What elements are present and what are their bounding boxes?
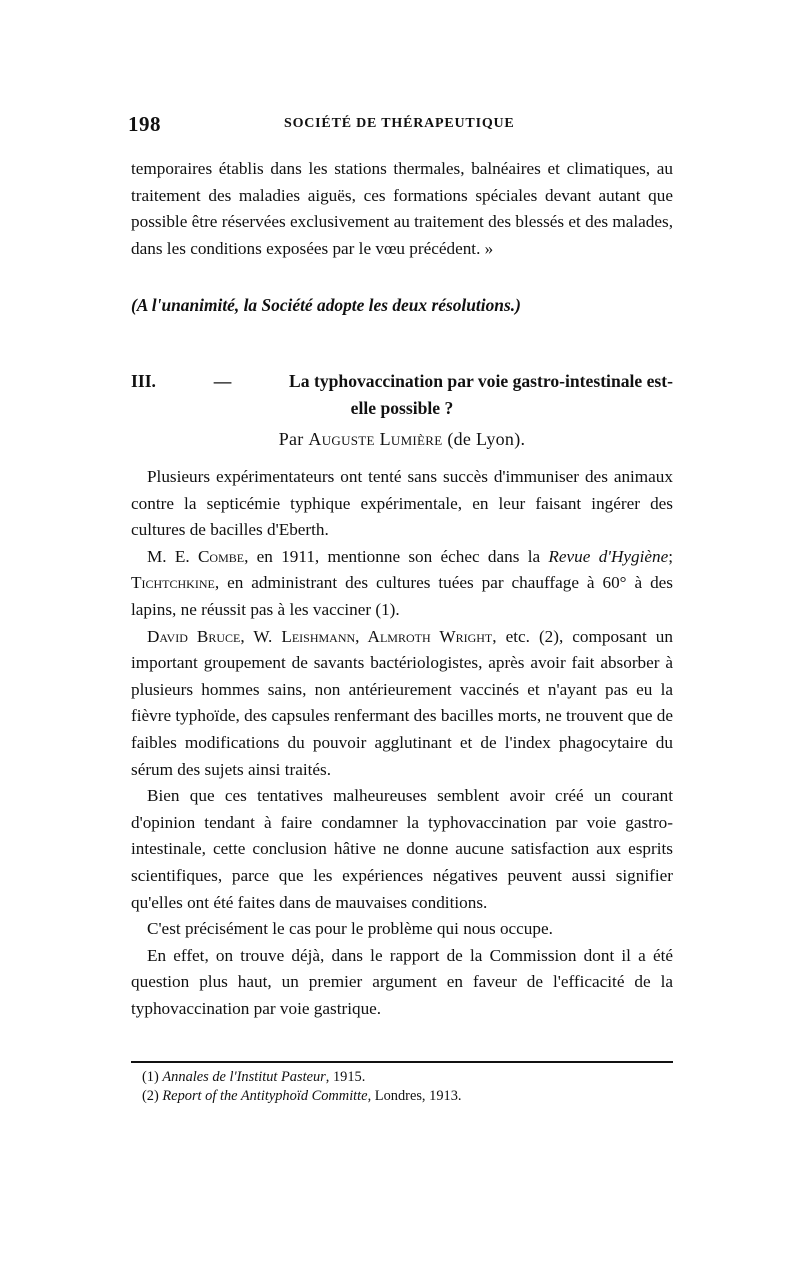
footnote-1-rest: , 1915. [325,1069,366,1085]
paragraph-6: En effet, on trouve déjà, dans le rapport de la Commission dont il a été question plus haut, un premier argument en faveur de l'efficacité de la typhovaccination par voie gastrique. [131,945,673,1018]
footnote-1 [142,1068,662,1087]
author-combe: M. E. Combe [147,546,245,566]
section-title-line2: elle possible ? [350,398,454,418]
byline [131,429,673,450]
footnote-2-rest: , Londres, 1913. [367,1088,462,1104]
footnote-1-title: Annales de l'Institut Pasteur [162,1069,326,1085]
intro-paragraph: temporaires établis dans les stations thermales, balnéaires et climatiques, au traitement des maladies aiguës, ces formations spéciales devant autant que possible être réservées exclusivement au traitement des blessés et des malades, dans les conditions exposées par le vœu précédent. » [131,159,673,258]
byline-prefix: Par [278,429,304,449]
paragraph-2-part-c: , en administrant des cultures tuées par chauffage à 60° à des lapins, ne réussit pas à les vacciner (1). [131,573,673,619]
paragraph-3 [131,624,673,784]
footnote-2 [142,1087,662,1106]
section-number: III. [131,371,156,391]
paragraph-3-rest: , etc. (2), composant un important groupement de savants bactériologistes, après avoir fait absorber à plusieurs hommes sains, non antérieurement vaccinés et n'ayant pas eu la fièvre typhoïde, des capsules renfermant des bacilles morts, ne trouvent que de faibles modifications du pouvoir agglutinant et de l'index phagocytaire du sérum des sujets ainsi traités. [131,626,673,779]
footnote-divider [131,1061,673,1063]
resolution-note-block [131,292,673,319]
journal-revue-hygiene: Revue d'Hygiène [548,546,669,566]
page-number: 198 [128,112,161,136]
paragraph-4: Bien que ces tentatives malheureuses semblent avoir créé un courant d'opinion tendant à faire condamner la typhovaccination par voie gastro-intestinale, cette conclusion hâtive ne donne aucune satisfaction aux esprits scientifiques, parce que les expériences négatives peuvent aussi signifier qu'elles ont été faites dans de mauvaises conditions. [131,786,673,912]
footnote-2-title: Report of the Antityphoïd Committe [162,1088,368,1104]
running-title: SOCIÉTÉ DE THÉRAPEUTIQUE [284,116,515,131]
intro-paragraph-block [131,156,673,262]
footnotes [142,1068,662,1106]
footnote-2-marker: (2) [142,1088,159,1104]
section-dash: — [213,371,232,391]
authors-bruce-leishmann-wright: David Bruce, W. Leishmann, Almroth Wright [147,626,493,646]
paragraph-2 [131,544,673,624]
paragraph-5: C'est précisément le cas pour le problème qui nous occupe. [147,919,553,939]
paragraph-2-part-a: , en 1911, mentionne son échec dans la [244,546,549,566]
byline-suffix: (de Lyon). [447,429,526,449]
paragraph-1: Plusieurs expérimentateurs ont tenté sans succès d'immuniser des animaux contre la septicémie typhique expérimentale, en leur faisant ingérer des cultures de bacilles d'Eberth. [131,467,673,540]
resolution-note: (A l'unanimité, la Société adopte les deux résolutions.) [131,295,521,315]
section-title-line1: La typhovaccination par voie gastro-intestinale est- [289,371,673,391]
section-heading [131,368,673,422]
author-tichtchkine: Tichtchkine [131,573,215,593]
section-heading-line1 [131,368,673,395]
page-header [128,112,673,142]
body-text [131,464,673,1022]
author-name: Auguste Lumière [308,429,443,449]
footnote-1-marker: (1) [142,1069,159,1085]
paragraph-2-part-b: ; [668,546,674,566]
